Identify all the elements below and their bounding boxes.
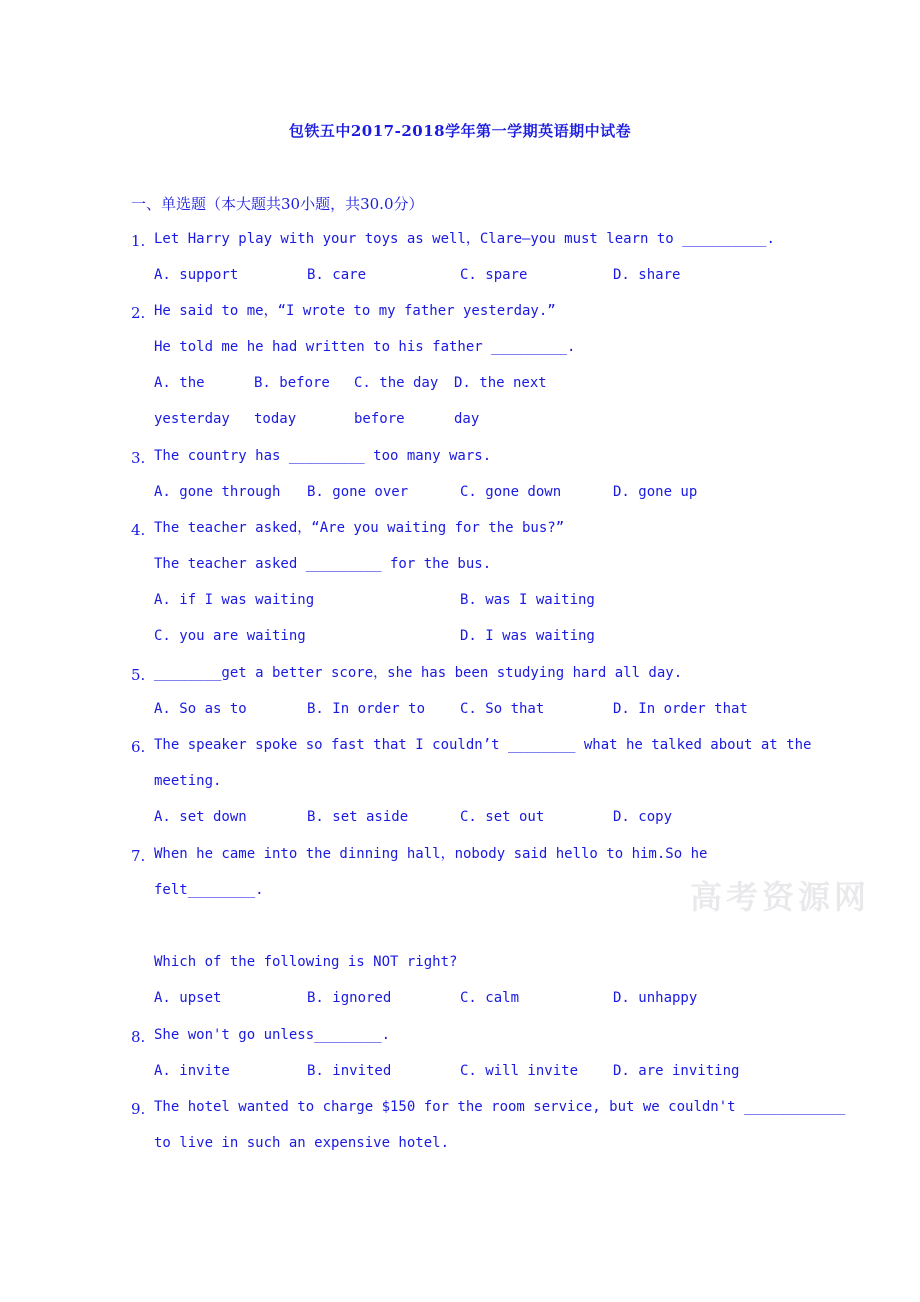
question-text: meeting.: [154, 773, 222, 789]
option-c-cont: before: [354, 411, 405, 427]
question-number: 7.: [131, 847, 146, 865]
watermark: 高考资源网: [690, 878, 871, 916]
question-text: She won't go unless________.: [154, 1027, 391, 1043]
option-d: D. In order that: [613, 701, 748, 717]
section-heading: 一、单选题（本大题共30小题，共30.0分）: [131, 195, 424, 213]
question-text: felt________.: [154, 882, 264, 898]
question-text: He said to me，“I wrote to my father yesterday.”: [154, 303, 556, 319]
option-c: C. will invite: [460, 1063, 579, 1079]
option-b-cont: today: [254, 411, 297, 427]
option-b: B. In order to: [307, 701, 426, 717]
option-b: B. was I waiting: [460, 592, 595, 608]
question-text: When he came into the dinning hall，nobody said hello to him.So he: [154, 846, 708, 862]
option-d: D. I was waiting: [460, 628, 595, 644]
question-text: Let Harry play with your toys as well，Clare—you must learn to __________.: [154, 231, 775, 247]
option-d: D. are inviting: [613, 1063, 740, 1079]
question-text: Which of the following is NOT right?: [154, 954, 458, 970]
question-number: 5.: [131, 666, 146, 684]
question-number: 4.: [131, 521, 146, 539]
question-number: 2.: [131, 304, 146, 322]
option-b: B. before: [254, 375, 330, 391]
option-d: D. the next: [454, 375, 547, 391]
option-a: A. upset: [154, 990, 222, 1006]
option-a: A. So as to: [154, 701, 247, 717]
exam-title: 包铁五中2017-2018学年第一学期英语期中试卷: [288, 122, 632, 140]
question-number: 1.: [131, 232, 146, 250]
option-c: C. the day: [354, 375, 439, 391]
question-text: The country has _________ too many wars.: [154, 448, 492, 464]
option-c: C. you are waiting: [154, 628, 306, 644]
option-d: D. copy: [613, 809, 673, 825]
option-a: A. support: [154, 267, 239, 283]
option-d: D. unhappy: [613, 990, 698, 1006]
question-number: 9.: [131, 1100, 146, 1118]
option-c: C. calm: [460, 990, 520, 1006]
option-c: C. So that: [460, 701, 545, 717]
question-text: He told me he had written to his father _________.: [154, 339, 576, 355]
question-text: to live in such an expensive hotel.: [154, 1135, 450, 1151]
option-c: C. spare: [460, 267, 528, 283]
option-d-cont: day: [454, 411, 480, 427]
option-b: B. gone over: [307, 484, 409, 500]
option-a: A. gone through: [154, 484, 281, 500]
question-number: 8.: [131, 1028, 146, 1046]
option-b: B. care: [307, 267, 367, 283]
question-text: The hotel wanted to charge $150 for the room service, but we couldn't ____________: [154, 1099, 846, 1115]
question-number: 6.: [131, 738, 146, 756]
option-a-cont: yesterday: [154, 411, 230, 427]
question-text: The teacher asked，“Are you waiting for the bus?”: [154, 520, 565, 536]
question-text: The speaker spoke so fast that I couldn’t ________ what he talked about at the: [154, 737, 812, 753]
option-b: B. set aside: [307, 809, 409, 825]
option-a: A. if I was waiting: [154, 592, 315, 608]
option-b: B. invited: [307, 1063, 392, 1079]
option-c: C. gone down: [460, 484, 562, 500]
option-d: D. gone up: [613, 484, 698, 500]
option-d: D. share: [613, 267, 681, 283]
option-a: A. set down: [154, 809, 247, 825]
option-c: C. set out: [460, 809, 545, 825]
option-a: A. invite: [154, 1063, 230, 1079]
option-b: B. ignored: [307, 990, 392, 1006]
question-text: The teacher asked _________ for the bus.: [154, 556, 492, 572]
question-text: ________get a better score，she has been studying hard all day.: [154, 665, 683, 681]
question-number: 3.: [131, 449, 146, 467]
option-a: A. the: [154, 375, 205, 391]
